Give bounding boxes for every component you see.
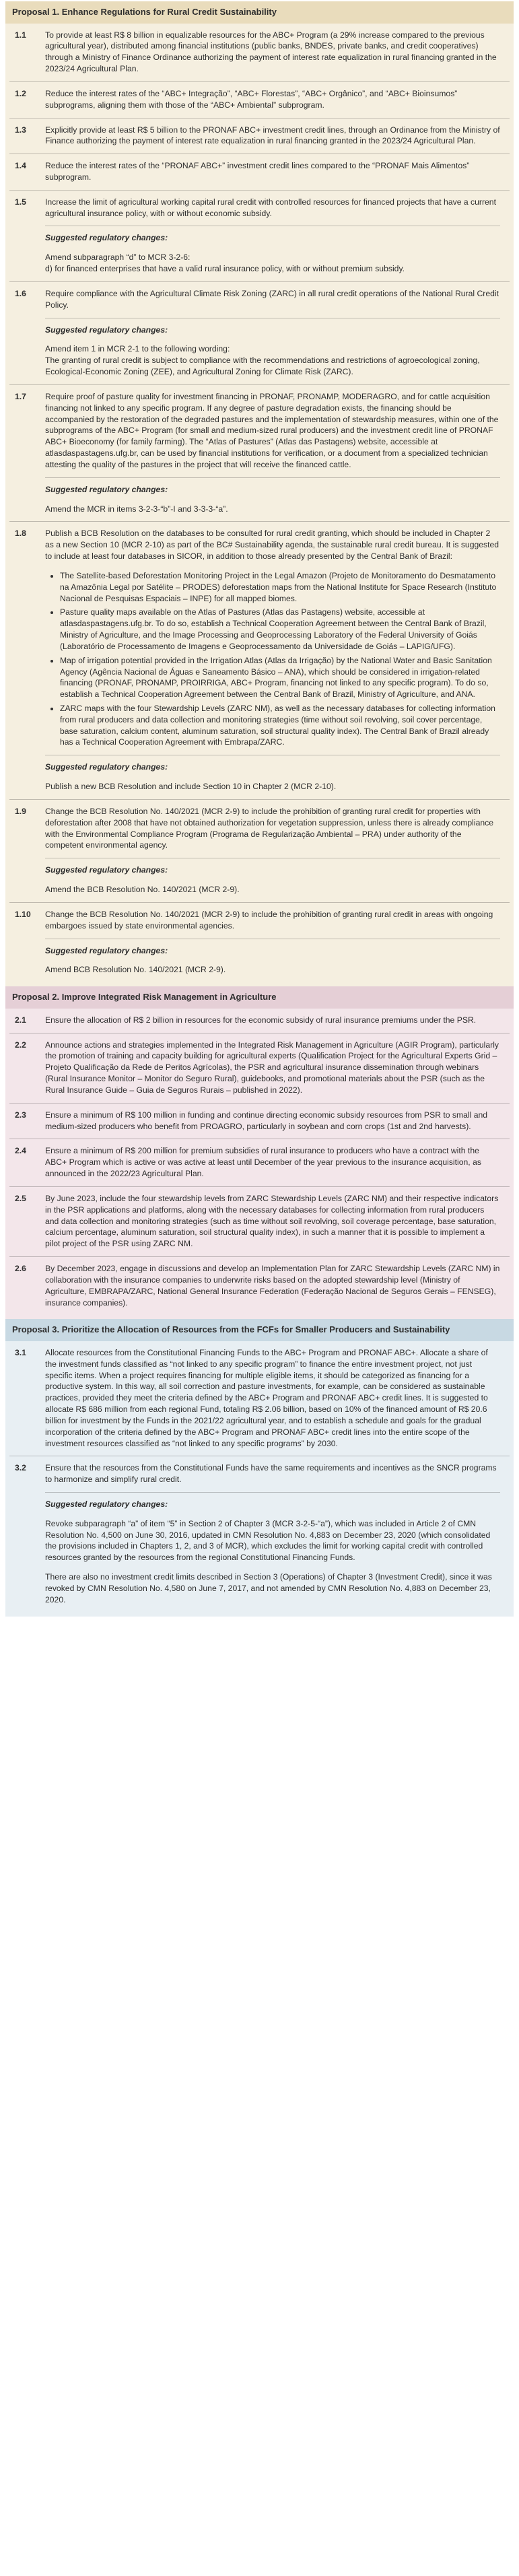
- suggested-changes: [45, 755, 500, 792]
- item-content: [45, 288, 510, 378]
- item-content: [45, 1040, 510, 1096]
- recommendation-row: [9, 385, 510, 522]
- recommendation-row: [9, 1341, 510, 1456]
- item-content: [45, 1193, 510, 1250]
- suggested-change-text: Amend BCB Resolution No. 140/2021 (MCR 2-9).: [45, 965, 226, 975]
- database-list: [45, 570, 500, 748]
- item-content: [45, 160, 510, 183]
- item-content: [45, 1015, 510, 1026]
- proposal-title: Proposal 1. Enhance Regulations for Rural Credit Sustainability: [5, 1, 514, 24]
- item-content: [45, 1263, 510, 1308]
- suggested-change-text: Publish a new BCB Resolution and include Section 10 in Chapter 2 (MCR 2-10).: [45, 782, 337, 792]
- suggested-change-text: Revoke subparagraph “a” of item “5” in Section 2 of Chapter 3 (MCR 3-2-5-“a”), which was included in Article 2 of CMN Resolution No. 4,500 on June 30, 2016, updated in CMN Resolution No. 4,883 on December 23, 2020 (which consolidated the provisions included in Chapters 1, 2, and 3 of MCR), which excludes the limit for working capital credit with controlled resources granted by the resources from the regional Constitutional Financing Funds.: [45, 1518, 491, 1563]
- proposal-title: Proposal 3. Prioritize the Allocation of Resources from the FCFs for Smaller Producers and Sustainability: [5, 1319, 514, 1341]
- item-number: 2.6: [15, 1264, 26, 1274]
- suggested-change-text: Amend item 1 in MCR 2-1 to the following wording: The granting of rural credit is subject to compliance with the recommendations and restrictions of agroecological zoning, Ecological-Economic Zoning (ZEE), and Agricultural Zoning for Climate Risk (ZARC).: [45, 344, 480, 377]
- proposal-section: [5, 986, 514, 1319]
- recommendation-row: [9, 118, 510, 155]
- item-number: 3.1: [15, 1347, 26, 1357]
- item-text: Change the BCB Resolution No. 140/2021 (MCR 2-9) to include the prohibition of granting rural credit for properties with deforestation after 2008 that have not obtained authorization for vegetation suppression, unless there is already compliance with the Environmental Compliance Program (Programa de Regularização Ambiental – PRA) under authority of the competent environmental agency.: [45, 806, 493, 850]
- item-text: By June 2023, include the four stewardship levels from ZARC Stewardship Levels (ZARC NM) and their respective indicators in the PSR applications and platforms, along with the necessary databases for collecting information from rural producers and data collection and monitoring strategies (such as time without soil revolving, soil coverage percentage, base saturation, calcium percentage, aluminum saturation, soil structural quality index), in such a manner that it is possible to implement a pilot project of the PSR using ZARC NM.: [45, 1193, 499, 1249]
- proposal-section: [5, 1319, 514, 1616]
- recommendation-row: [9, 282, 510, 385]
- item-number: 1.8: [15, 529, 26, 539]
- suggested-change-text: Amend the MCR in items 3-2-3-“b”-I and 3-3-3-“a”.: [45, 504, 228, 514]
- recommendation-row: [9, 1033, 510, 1104]
- item-number: 1.7: [15, 391, 26, 401]
- recommendation-row: [9, 1456, 510, 1612]
- item-content: [45, 1347, 510, 1449]
- item-text: Publish a BCB Resolution on the databases to be consulted for rural credit granting, which should be included in Chapter 2 as a new Section 10 (MCR 2-10) as part of the BC# Sustainability agenda, the sustainable rural credit bureau. It is suggested to include at least four databases in SICOR, in addition to those already presented by the Central Bank of Brazil:: [45, 529, 499, 562]
- item-content: [45, 528, 510, 792]
- item-number: 1.4: [15, 161, 26, 171]
- item-content: [45, 88, 510, 111]
- suggested-changes-title: Suggested regulatory changes:: [45, 233, 168, 243]
- database-list-item: • The Satellite-based Deforestation Monitoring Project in the Legal Amazon (Projeto de Monitoramento do Desmatamento na Amazônia Legal por Satélite – PRODES) deforestation maps from the National Institute for Space Research (Instituto Nacional de Pesquisas Espaciais – INPE) for all mapped biomes.: [60, 570, 500, 604]
- suggested-changes: [45, 1492, 500, 1606]
- item-content: [45, 125, 510, 147]
- item-text: Ensure a minimum of R$ 100 million in funding and continue directing economic subsidy resources from PSR to small and medium-sized producers who benefit from PROAGRO, particularly in soybean and corn crops (1st and 2nd harvests).: [45, 1110, 488, 1131]
- item-number: 2.1: [15, 1015, 26, 1025]
- item-number: 2.3: [15, 1110, 26, 1120]
- item-number: 1.6: [15, 288, 26, 298]
- database-list-item: • Pasture quality maps available on the Atlas of Pastures (Atlas das Pastagens) website, accessible at atlasdaspastagens.ufg.br. To do so, establish a Technical Cooperation Agreement between the Central Bank of Brazil, Ministry of Agriculture, and the Image Processing and Geoprocessing Laboratory of the Federal University of Goiás (Laboratório de Processamento de Imagens e Geoprocessamento da Universidade de Goiás – LAPIG/UFG).: [60, 607, 500, 652]
- recommendation-row: [9, 1009, 510, 1033]
- recommendation-row: [9, 154, 510, 191]
- recommendation-row: [9, 1104, 510, 1140]
- suggested-changes-title: Suggested regulatory changes:: [45, 945, 168, 955]
- item-text: Change the BCB Resolution No. 140/2021 (MCR 2-9) to include the prohibition of granting rural credit in areas with ongoing embargoes issued by state environmental agencies.: [45, 909, 493, 930]
- item-number: 1.5: [15, 197, 26, 207]
- recommendation-row: [9, 24, 510, 82]
- suggested-change-text: There are also no investment credit limits described in Section 3 (Operations) of Chapter 3 (Investment Credit), since it was revoked by CMN Resolution No. 4,580 on June 7, 2017, and not amended by CMN Resolution No. 4,883 on December 23, 2020.: [45, 1572, 492, 1604]
- recommendation-row: [9, 1187, 510, 1257]
- item-text: Allocate resources from the Constitutional Financing Funds to the ABC+ Program and PRONAF ABC+. Allocate a share of the investment funds classified as “not linked to any specific program” to finance the entire investment project, not just specific items. When a project requires financing for multiple eligible items, it should be categorized as financing for a productive system. In this way, all soil correction and pasture investments, for example, can be considered as sustainable practices, provided they meet the criteria defined by the ABC+ Program and PRONAF ABC+ credit lines. It is suggested to allocate R$ 686 million from each regional Fund, totaling R$ 2.06 billion, based on 10% of the financed amount of R$ 20.6 billion for investment by the Funds in the 2021/22 agricultural year, and to establish a schedule and goals for the gradual incorporation of the criteria defined by the ABC+ Program and PRONAF ABC+ credit lines into the entire scope of the investment resources classified as “not linked to any specific programs” by 2030.: [45, 1347, 488, 1448]
- suggested-changes: [45, 318, 500, 378]
- item-number: 1.3: [15, 125, 26, 135]
- item-text: Ensure that the resources from the Constitutional Funds have the same requirements and incentives as the SNCR programs to harmonize and simplify rural credit.: [45, 1463, 497, 1485]
- item-text: Require proof of pasture quality for investment financing in PRONAF, PRONAMP, MODERAGRO, and for cattle acquisition financing not linked to any specific program. If any degree of pasture degradation exists, the financing should be accompanied by the restoration of the degraded pastures and the implementation of stewardship measures, within one of the subprograms of the ABC+ Program (for small and medium-sized rural producers) and the investment credit line of PRONAF ABC+ Bioeconomy (for family farming). The “Atlas of Pastures” (Atlas das Pastagens) website, accessible at atlasdaspastagens.ufg.br, can be used by financial institutions for verification, or a document from a specialized technician attesting the quality of the pastures in the project that will receive the financed cattle.: [45, 391, 499, 469]
- suggested-change-text: Amend the BCB Resolution No. 140/2021 (MCR 2-9).: [45, 885, 240, 895]
- item-number: 1.2: [15, 88, 26, 98]
- item-text: Ensure a minimum of R$ 200 million for premium subsidies of rural insurance to producers who have a contract with the ABC+ Program which is active or was active at least until December of the year previous to the insurance acquisition, as announced in the 2022/23 Agricultural Plan.: [45, 1146, 481, 1179]
- suggested-changes-title: Suggested regulatory changes:: [45, 762, 168, 772]
- item-number: 1.10: [15, 909, 31, 919]
- proposal-title: Proposal 2. Improve Integrated Risk Management in Agriculture: [5, 986, 514, 1009]
- recommendation-row: [9, 82, 510, 118]
- item-content: [45, 909, 510, 976]
- suggested-changes-title: Suggested regulatory changes:: [45, 484, 168, 494]
- item-text: Announce actions and strategies implemented in the Integrated Risk Management in Agriculture (AGIR Program), particularly the promotion of training and capacity building for agricultural experts (Qualification Project for the Agricultural Experts Grid – Projeto Qualificação da Rede de Peritos Agrícolas), the PSR and agricultural insurance dissemination through webinars (Rural Insurance Monitor – Monitor do Seguro Rural), guidebooks, and promotional materials about the PSR (such as the Rural Insurance Guide – Guia de Seguros Rurais – published in 2022).: [45, 1040, 499, 1095]
- suggested-changes-title: Suggested regulatory changes:: [45, 1499, 168, 1509]
- item-number: 3.2: [15, 1463, 26, 1473]
- item-number: 1.9: [15, 806, 26, 816]
- suggested-changes: [45, 939, 500, 976]
- item-content: [45, 391, 510, 514]
- recommendation-row: [9, 1257, 510, 1315]
- suggested-changes: [45, 858, 500, 895]
- proposal-items: [5, 1009, 514, 1320]
- item-text: Require compliance with the Agricultural Climate Risk Zoning (ZARC) in all rural credit operations of the National Rural Credit Policy.: [45, 288, 499, 310]
- item-content: [45, 1462, 510, 1605]
- item-text: Reduce the interest rates of the “PRONAF ABC+” investment credit lines compared to the “PRONAF Mais Alimentos” subprogram.: [45, 161, 470, 182]
- suggested-changes-title: Suggested regulatory changes:: [45, 865, 168, 875]
- item-text: By December 2023, engage in discussions and develop an Implementation Plan for ZARC Stewardship Levels (ZARC NM) in collaboration with the insurance companies to underwrite risks based on the adopted stewardship level (Ministry of Agriculture, EMBRAPA/ZARC, National General Insurance Federation (Federação Nacional de Seguros Gerais – FENSEG), insurance companies).: [45, 1264, 500, 1308]
- item-text: Increase the limit of agricultural working capital rural credit with controlled resources for financed projects that have a current agricultural insurance policy, with or without economic subsidy.: [45, 197, 496, 218]
- suggested-changes: [45, 226, 500, 274]
- recommendation-row: [9, 191, 510, 282]
- suggested-changes-title: Suggested regulatory changes:: [45, 325, 168, 335]
- suggested-changes: [45, 477, 500, 515]
- recommendation-row: [9, 1139, 510, 1186]
- item-content: [45, 197, 510, 275]
- recommendation-row: [9, 800, 510, 903]
- proposal-section: [5, 1, 514, 986]
- suggested-change-text: Amend subparagraph “d” to MCR 3-2-6: d) for financed enterprises that have a valid rural insurance policy, with or without premium subsidy.: [45, 252, 405, 274]
- recommendation-row: [9, 903, 510, 982]
- item-text: To provide at least R$ 8 billion in equalizable resources for the ABC+ Program (a 29% increase compared to the previous agricultural year), distributed among financial institutions (public banks, BNDES, private banks, and credit cooperatives) through a Ministry of Finance Ordinance authorizing the payment of interest rate equalization in rural financing granted in the 2023/24 Agricultural Plan.: [45, 30, 497, 74]
- proposal-items: [5, 24, 514, 987]
- item-text: Explicitly provide at least R$ 5 billion to the PRONAF ABC+ investment credit lines, through an Ordinance from the Ministry of Finance authorizing the payment of interest rate equalization in rural financing granted in the 2023/24 Agricultural Plan.: [45, 125, 500, 146]
- item-text: Ensure the allocation of R$ 2 billion in resources for the economic subsidy of rural insurance premiums under the PSR.: [45, 1015, 477, 1025]
- item-number: 2.2: [15, 1040, 26, 1050]
- item-number: 2.4: [15, 1146, 26, 1156]
- item-content: [45, 1110, 510, 1132]
- item-number: 1.1: [15, 30, 26, 40]
- item-number: 2.5: [15, 1193, 26, 1203]
- item-content: [45, 30, 510, 75]
- database-list-item: • Map of irrigation potential provided in the Irrigation Atlas (Atlas da Irrigação) by the National Water and Basic Sanitation Agency (Agência Nacional de Águas e Saneamento Básico – ANA), which should be considered in irrigation-related financing (PRONAF, PRONAMP, PROIRRIGA, ABC+ Program, financing not linked to any specific program). To do so, establish a Technical Cooperation Agreement between the Central Bank of Brazil, Ministry of Agriculture, and ANA.: [60, 655, 500, 700]
- recommendation-row: [9, 522, 510, 800]
- proposal-items: [5, 1341, 514, 1617]
- item-text: Reduce the interest rates of the “ABC+ Integração”, “ABC+ Florestas”, “ABC+ Orgânico”, and “ABC+ Bioinsumos” subprograms, aligning them with those of the “ABC+ Ambiental” subprogram.: [45, 88, 458, 110]
- item-content: [45, 1145, 510, 1179]
- database-list-item: • ZARC maps with the four Stewardship Levels (ZARC NM), as well as the necessary databases for collecting information from rural producers and data collection and monitoring strategies (time without soil revolving, soil cover percentage, base saturation, calcium content, aluminum saturation, soil structural quality index). The Central Bank of Brazil already has a Technical Cooperation Agreement with Embrapa/ZARC.: [60, 703, 500, 748]
- item-content: [45, 806, 510, 895]
